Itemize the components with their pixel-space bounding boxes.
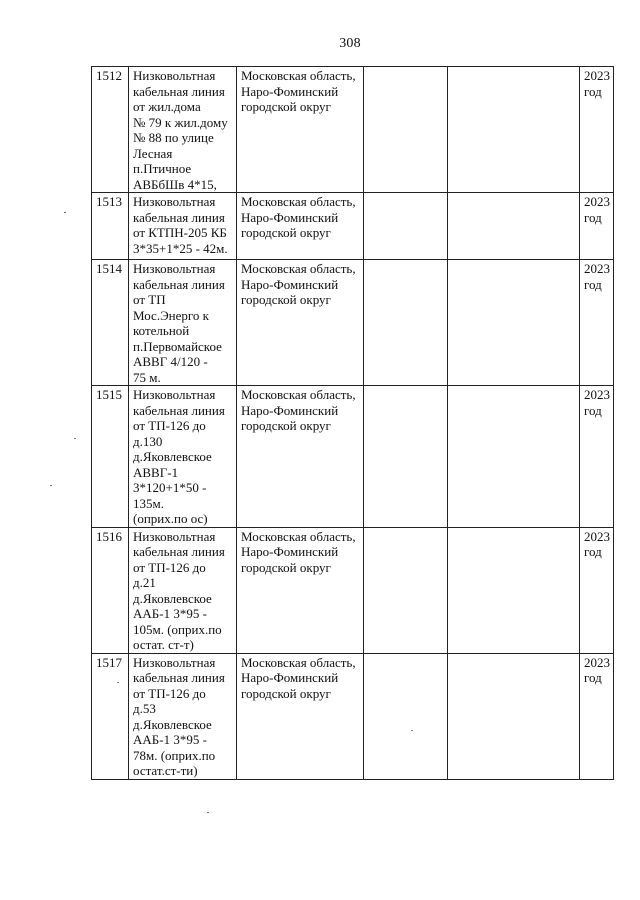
scan-speck bbox=[74, 438, 76, 439]
empty-cell bbox=[364, 67, 448, 193]
row-number: 1513 bbox=[92, 193, 129, 260]
empty-cell bbox=[448, 653, 580, 779]
object-name-line: д.Яковлевское bbox=[133, 716, 212, 732]
location-line: Наро-Фоминский bbox=[241, 209, 339, 225]
registry-table bbox=[91, 66, 614, 780]
year-cell bbox=[580, 260, 614, 386]
page-number: 308 bbox=[339, 36, 361, 51]
object-name-cell bbox=[129, 527, 237, 653]
year-unit: год bbox=[584, 276, 602, 292]
scan-speck bbox=[411, 730, 413, 731]
object-name-line: 135м. bbox=[133, 495, 164, 511]
empty-cell bbox=[448, 527, 580, 653]
row-number: 1516 bbox=[92, 527, 129, 653]
object-name-line: Лесная bbox=[133, 145, 173, 161]
object-name-line: 3*120+1*50 - bbox=[133, 480, 207, 495]
table-row bbox=[92, 527, 614, 653]
object-name-line: д.21 bbox=[133, 575, 156, 590]
year-cell bbox=[580, 193, 614, 260]
location-line: Наро-Фоминский bbox=[241, 276, 339, 292]
object-name-line: кабельная линия bbox=[133, 670, 225, 685]
empty-cell bbox=[364, 260, 448, 386]
location-line: Наро-Фоминский bbox=[241, 670, 339, 685]
object-name-cell bbox=[129, 193, 237, 260]
object-name-line: д.Яковлевское bbox=[133, 449, 212, 464]
object-name-line: Низковольтная bbox=[133, 68, 216, 83]
scan-speck bbox=[50, 485, 52, 486]
location-line: Наро-Фоминский bbox=[241, 544, 339, 559]
object-name-line: котельной bbox=[133, 323, 190, 338]
empty-cell bbox=[448, 193, 580, 260]
row-number: 1515 bbox=[92, 386, 129, 528]
year-cell bbox=[580, 67, 614, 193]
year-unit: год bbox=[584, 670, 602, 685]
empty-cell bbox=[364, 193, 448, 260]
object-name-cell bbox=[129, 386, 237, 528]
year-unit: год bbox=[584, 209, 602, 225]
object-name-line: 78м. (оприх.по bbox=[133, 747, 216, 763]
location-line: городской округ bbox=[241, 418, 331, 433]
object-name-line: кабельная линия bbox=[133, 83, 225, 99]
location-cell bbox=[237, 67, 364, 193]
object-name-line: (оприх.по ос) bbox=[133, 511, 208, 526]
empty-cell bbox=[364, 527, 448, 653]
object-name-line: Низковольтная bbox=[133, 261, 216, 276]
object-name-line: ААБ-1 3*95 - bbox=[133, 732, 207, 747]
object-name-line: Низковольтная bbox=[133, 194, 216, 209]
location-cell bbox=[237, 260, 364, 386]
location-line: городской округ bbox=[241, 292, 331, 307]
year-cell bbox=[580, 527, 614, 653]
object-name-line: ААБ-1 3*95 - bbox=[133, 606, 207, 621]
object-name-line: от ТП-126 до bbox=[133, 418, 206, 433]
object-name-line: д.Яковлевское bbox=[133, 590, 212, 606]
object-name-line: Низковольтная bbox=[133, 387, 216, 402]
object-name-line: кабельная линия bbox=[133, 209, 225, 225]
location-cell bbox=[237, 527, 364, 653]
object-name-line: кабельная линия bbox=[133, 402, 225, 418]
object-name-line: кабельная линия bbox=[133, 544, 225, 559]
location-line: Московская область, bbox=[241, 528, 356, 544]
empty-cell bbox=[364, 386, 448, 528]
object-name-line: № 88 по улице bbox=[133, 130, 214, 145]
location-cell bbox=[237, 193, 364, 260]
table-row bbox=[92, 193, 614, 260]
object-name-line: от ТП bbox=[133, 292, 166, 307]
object-name-line: Низковольтная bbox=[133, 528, 216, 544]
object-name-line: АВВГ-1 bbox=[133, 464, 179, 480]
year-cell bbox=[580, 386, 614, 528]
object-name-line: остат.ст-ти) bbox=[133, 763, 198, 778]
table-row bbox=[92, 67, 614, 193]
object-name-cell bbox=[129, 653, 237, 779]
object-name-line: остат. ст-т) bbox=[133, 637, 194, 652]
scan-speck bbox=[117, 682, 119, 683]
location-line: Наро-Фоминский bbox=[241, 402, 339, 418]
object-name-line: 105м. (оприх.по bbox=[133, 621, 222, 637]
object-name-line: Мос.Энерго к bbox=[133, 307, 209, 323]
empty-cell bbox=[448, 260, 580, 386]
location-line: Московская область, bbox=[241, 68, 356, 83]
object-name-line: Низковольтная bbox=[133, 654, 216, 670]
location-line: Московская область, bbox=[241, 261, 356, 276]
object-name-line: д.130 bbox=[133, 433, 163, 449]
object-name-line: п.Птичное bbox=[133, 161, 192, 176]
location-cell bbox=[237, 386, 364, 528]
object-name-line: АВБбШв 4*15, bbox=[133, 176, 217, 192]
year-value: 2023 bbox=[584, 654, 610, 670]
object-name-line: 75 м. bbox=[133, 369, 161, 385]
table-row bbox=[92, 260, 614, 386]
year-value: 2023 bbox=[584, 194, 610, 209]
year-unit: год bbox=[584, 544, 602, 559]
object-name-line: № 79 к жил.дому bbox=[133, 114, 228, 130]
scan-speck bbox=[64, 212, 66, 213]
object-name-line: АВВГ 4/120 - bbox=[133, 354, 208, 369]
location-line: Наро-Фоминский bbox=[241, 83, 339, 99]
object-name-line: от ТП-126 до bbox=[133, 685, 206, 701]
registry-table-body bbox=[92, 67, 614, 780]
row-number: 1512 bbox=[92, 67, 129, 193]
object-name-line: д.53 bbox=[133, 701, 156, 716]
location-cell bbox=[237, 653, 364, 779]
table-row bbox=[92, 653, 614, 779]
object-name-cell bbox=[129, 67, 237, 193]
location-line: городской округ bbox=[241, 559, 331, 575]
year-unit: год bbox=[584, 402, 602, 418]
empty-cell bbox=[448, 67, 580, 193]
object-name-line: кабельная линия bbox=[133, 276, 225, 292]
row-number: 1517 bbox=[92, 653, 129, 779]
object-name-line: от жил.дома bbox=[133, 99, 201, 114]
location-line: Московская область, bbox=[241, 194, 356, 209]
year-value: 2023 bbox=[584, 387, 610, 402]
empty-cell bbox=[448, 386, 580, 528]
location-line: Московская область, bbox=[241, 387, 356, 402]
year-value: 2023 bbox=[584, 261, 610, 276]
object-name-line: 3*35+1*25 - 42м. bbox=[133, 240, 228, 256]
year-value: 2023 bbox=[584, 528, 610, 544]
year-cell bbox=[580, 653, 614, 779]
year-unit: год bbox=[584, 83, 602, 99]
location-line: Московская область, bbox=[241, 654, 356, 670]
location-line: городской округ bbox=[241, 685, 331, 701]
table-row bbox=[92, 386, 614, 528]
scan-speck bbox=[207, 812, 209, 813]
location-line: городской округ bbox=[241, 99, 331, 114]
empty-cell bbox=[364, 653, 448, 779]
year-value: 2023 bbox=[584, 68, 610, 83]
object-name-line: от КТПН-205 КБ bbox=[133, 225, 227, 240]
row-number: 1514 bbox=[92, 260, 129, 386]
location-line: городской округ bbox=[241, 225, 331, 240]
object-name-line: от ТП-126 до bbox=[133, 559, 206, 575]
object-name-cell bbox=[129, 260, 237, 386]
object-name-line: п.Первомайское bbox=[133, 338, 222, 354]
